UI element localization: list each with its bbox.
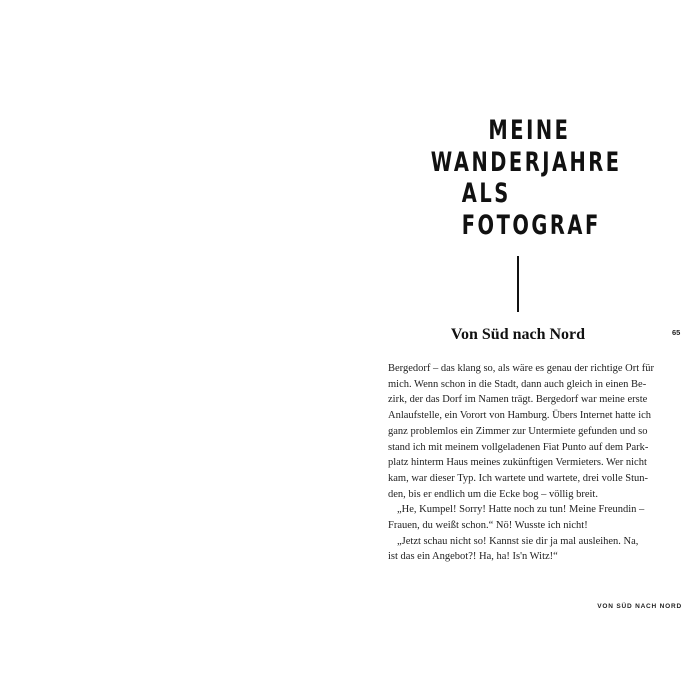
running-footer: VON SÜD NACH NORD — [597, 603, 682, 610]
body-line: „He, Kumpel! Sorry! Hatte noch zu tun! Meine Freundin – — [397, 504, 645, 516]
chapter-title-line: FOTOGRAF — [461, 209, 601, 241]
body-line: den, bis er endlich um die Ecke bog – völlig breit. — [388, 488, 598, 500]
body-line: zirk, der das Dorf im Namen trägt. Bergedorf war meine erste — [388, 394, 648, 406]
vertical-divider — [517, 256, 519, 312]
body-line: „Jetzt schau nicht so! Kannst sie dir ja mal ausleihen. Na, — [397, 535, 639, 547]
body-line: platz hinterm Haus meines zukünftigen Vermieters. Wer nicht — [388, 457, 647, 469]
body-line: Frauen, du weißt schon.“ Nö! Wusste ich nicht! — [388, 520, 588, 532]
body-line: stand ich mit meinem vollgeladenen Fiat Punto auf dem Park- — [388, 441, 649, 453]
body-line: kam, war dieser Typ. Ich wartete und wartete, drei volle Stun- — [388, 472, 649, 484]
chapter-title-line: ALS — [461, 178, 511, 209]
page-number: 65 — [672, 328, 681, 337]
chapter-title — [420, 115, 622, 241]
body-line: ist das ein Angebot?! Ha, ha! Is'n Witz!“ — [388, 551, 558, 563]
section-title: Von Süd nach Nord — [450, 326, 586, 343]
body-line: mich. Wenn schon in die Stadt, dann auch gleich in einen Be- — [388, 378, 647, 390]
chapter-title-line: WANDERJAHRE — [430, 146, 622, 178]
body-line: ganz problemlos ein Zimmer zur Untermiete gefunden und so — [388, 425, 648, 437]
body-text — [388, 361, 655, 565]
body-line: Bergedorf – das klang so, als wäre es genau der richtige Ort für — [388, 363, 655, 374]
chapter-title-line: MEINE — [488, 115, 571, 146]
body-line: Anlaufstelle, ein Vorort von Hamburg. Übers Internet hatte ich — [388, 410, 652, 422]
